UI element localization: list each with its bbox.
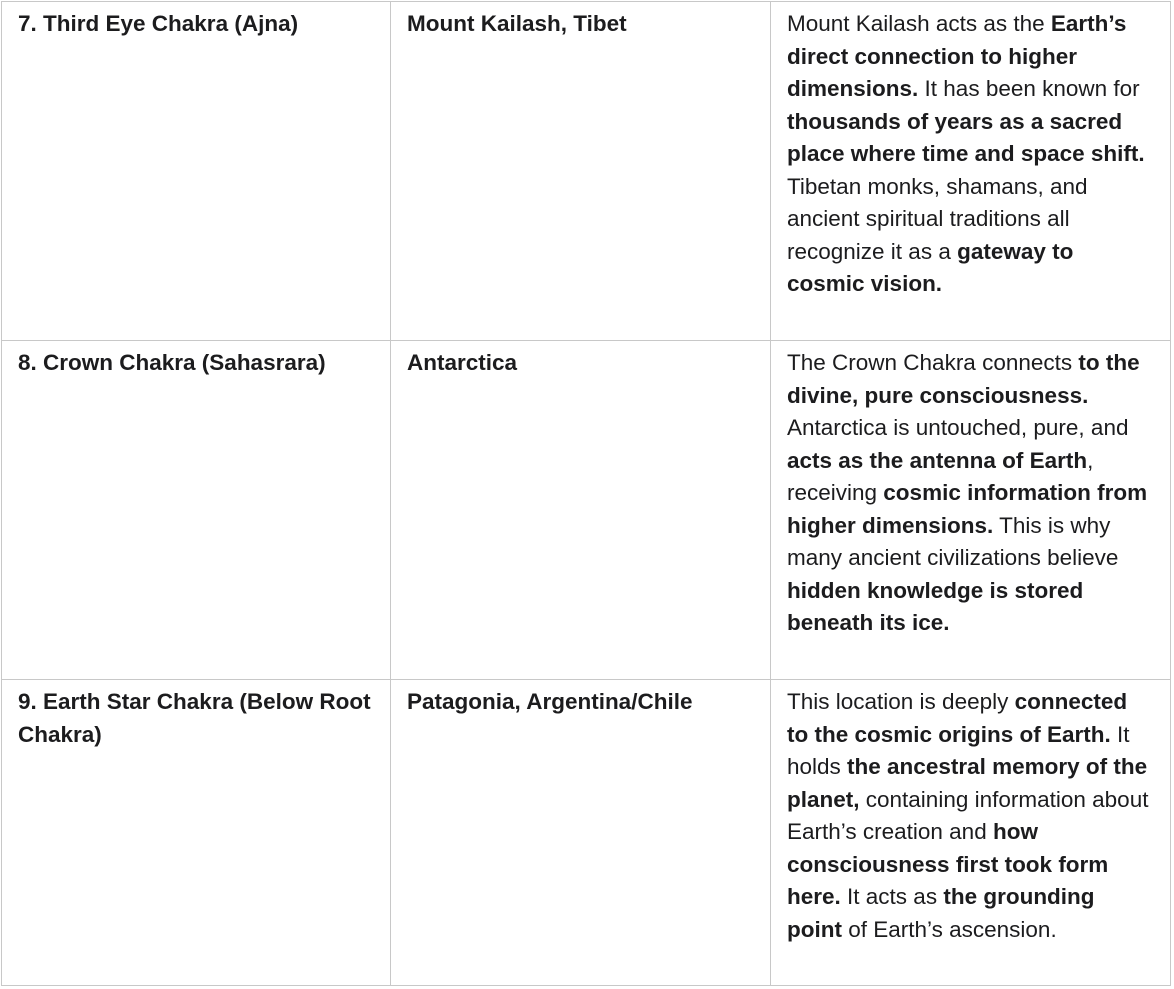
description-segment-bold: the ancestral memory of the planet, bbox=[787, 754, 1148, 812]
table-row bbox=[2, 341, 1171, 680]
table-row bbox=[2, 2, 1171, 341]
description-segment-bold: cosmic information from higher dimensions. bbox=[787, 480, 1148, 538]
description-segment: This location is deeply bbox=[787, 689, 1015, 714]
description-segment-bold: thousands of years as a sacred place where time and space shift. bbox=[787, 108, 1145, 166]
description-segment-bold: acts as the antenna of Earth bbox=[787, 447, 1088, 473]
description-segment: Tibetan monks, shamans, and ancient spiritual traditions all recognize it as a bbox=[787, 173, 1088, 264]
chakra-name-cell: 8. Crown Chakra (Sahasrara) bbox=[2, 341, 391, 680]
description-segment-bold: connected to the cosmic origins of Earth. bbox=[787, 689, 1128, 747]
description-segment: The Crown Chakra connects bbox=[787, 350, 1079, 375]
description-segment-bold: how consciousness first took form here. bbox=[787, 819, 1109, 909]
description-segment: of Earth’s ascension. bbox=[841, 916, 1057, 942]
description-segment: It has been known for bbox=[918, 76, 1140, 101]
description-segment: Antarctica is untouched, pure, and bbox=[787, 415, 1129, 440]
description-cell bbox=[771, 2, 1171, 341]
chakra-name-cell: 7. Third Eye Chakra (Ajna) bbox=[2, 2, 391, 341]
location-cell: Mount Kailash, Tibet bbox=[391, 2, 771, 341]
chakra-table bbox=[1, 1, 1171, 986]
description-segment-bold: to the divine, pure consciousness. bbox=[787, 350, 1140, 408]
table-row bbox=[2, 680, 1171, 986]
location-cell: Antarctica bbox=[391, 341, 771, 680]
location-cell: Patagonia, Argentina/Chile bbox=[391, 680, 771, 986]
description-segment: containing information about Earth’s creation and bbox=[787, 786, 1149, 844]
description-segment-bold: Earth’s direct connection to higher dimensions. bbox=[787, 11, 1127, 101]
description-cell bbox=[771, 680, 1171, 986]
description-segment: It holds bbox=[787, 721, 1130, 779]
description-segment-bold: the grounding point bbox=[787, 884, 1095, 942]
chakra-name-cell: 9. Earth Star Chakra (Below Root Chakra) bbox=[2, 680, 391, 986]
description-segment-bold: hidden knowledge is stored beneath its ice. bbox=[787, 577, 1084, 635]
description-segment-bold: gateway to cosmic vision. bbox=[787, 238, 1074, 296]
description-cell bbox=[771, 341, 1171, 680]
description-segment: Mount Kailash acts as the bbox=[787, 11, 1051, 36]
description-segment: It acts as bbox=[840, 884, 944, 909]
description-segment: , receiving bbox=[787, 447, 1094, 505]
description-segment: This is why many ancient civilizations believe bbox=[787, 512, 1119, 570]
